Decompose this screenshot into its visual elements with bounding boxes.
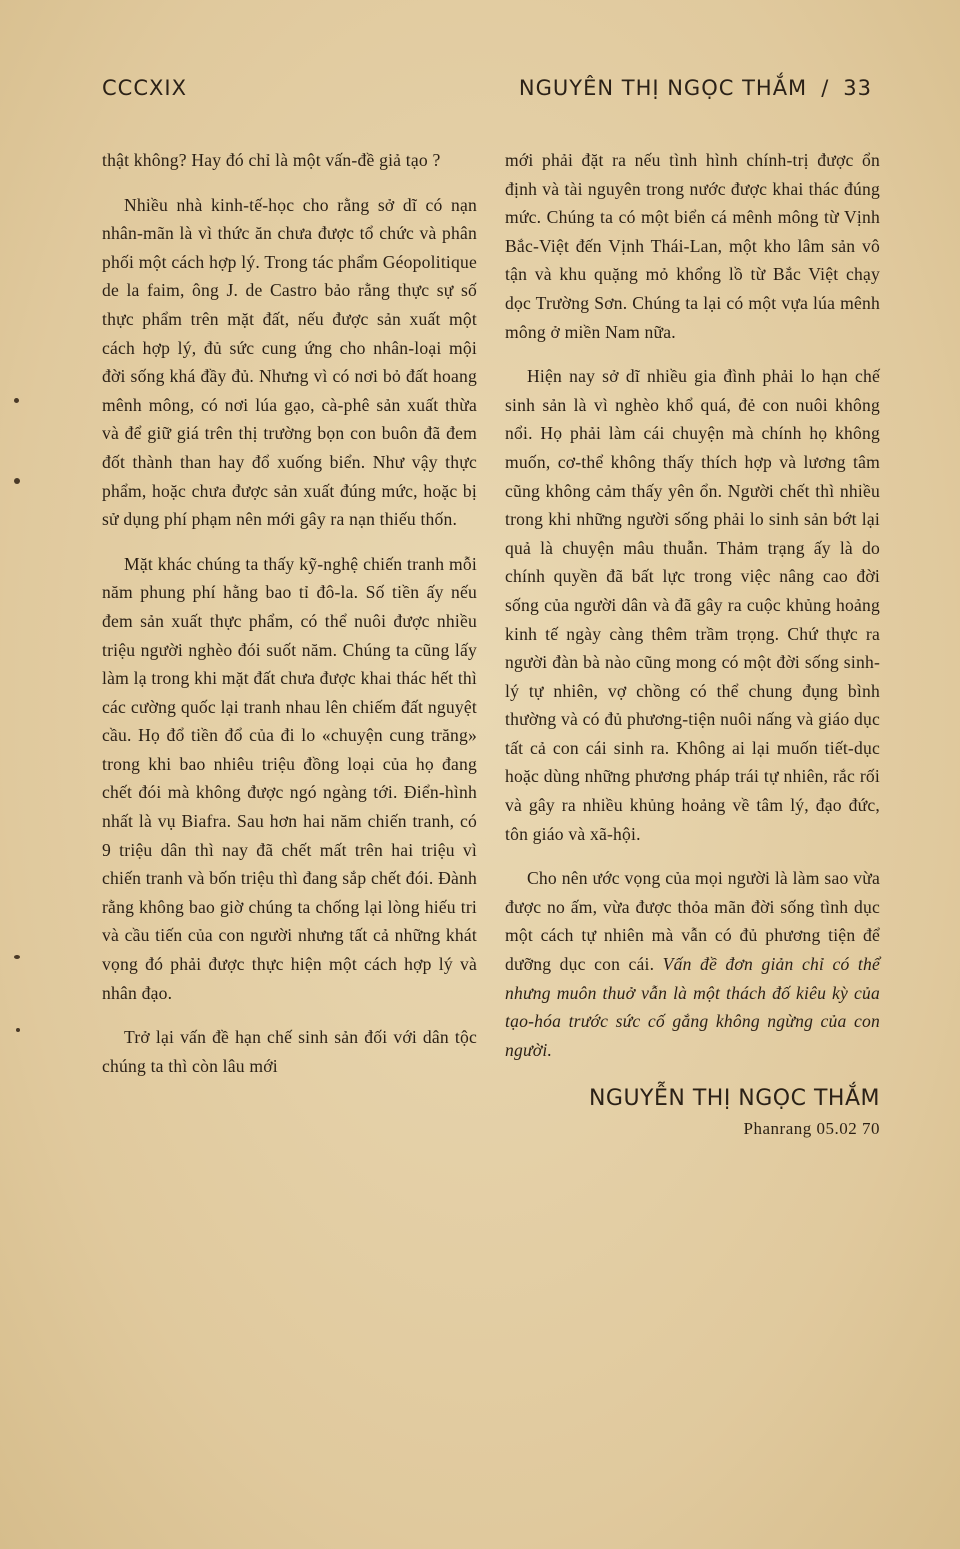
running-head: [102, 76, 872, 100]
author-signature: NGUYỄN THỊ NGỌC THẮM: [588, 1086, 880, 1112]
dateline: Phanrang 05.02 70: [743, 1119, 880, 1139]
page-number: 33: [843, 76, 872, 100]
author-page: [519, 76, 872, 100]
paragraph: Nhiều nhà kinh-tế-học cho rằng sở dĩ có nạn nhân-mãn là vì thức ăn chưa được tổ chức và phân phối một cách hợp lý. Trong tác phẩm Géopolitique de la faim, ông J. de Castro bảo rằng thực sự số thực phẩm trên mặt đất, nếu được sản xuất một cách hợp lý, đủ sức cung ứng cho nhân-loại mội đời sống khá đầy đủ. Nhưng vì có nơi bỏ đất hoang mênh mông, có nơi lúa gạo, cà-phê sản xuất thừa và để giữ giá trên thị trường bọn con buôn đã đem đốt thành than hay đổ xuống biển. Như vậy thực phẩm, hoặc chưa được sản xuất đúng mức, hoặc bị sử dụng phí phạm nên mới gây ra nạn thiếu thốn.: [102, 194, 477, 530]
separator: /: [821, 76, 830, 100]
article-body: [102, 146, 880, 1139]
paragraph: mới phải đặt ra nếu tình hình chính-trị được ổn định và tài nguyên trong nước được khai thác đúng mức. Chúng ta có một biển cá mênh mông từ Vịnh Bắc-Việt đến Vịnh Thái-Lan, một kho lâm sản vô tận và khu quặng mỏ khổng lồ từ Bắc Việt chạy dọc Trường Sơn. Chúng ta lại có một vựa lúa mênh mông ở miền Nam nữa.: [505, 150, 880, 342]
running-author: NGUYÊN THỊ NGỌC THẮM: [518, 76, 808, 100]
paragraph: Trở lại vấn đề hạn chế sinh sản đối với dân tộc chúng ta thì còn lâu mới: [102, 1027, 477, 1076]
ink-speck: [14, 478, 20, 484]
closing-text: Cho nên ước vọng của mọi người là làm sao vừa được no ấm, vừa được thỏa mãn đời sống tình dục một cách tự nhiên mà vẫn có đủ phương tiện để dưỡng dục con cái.: [505, 868, 880, 975]
ink-speck: [14, 398, 19, 403]
paragraph: Hiện nay sở dĩ nhiều gia đình phải lo hạn chế sinh sản là vì nghèo khổ quá, đẻ con nuôi không nổi. Họ phải làm cái chuyện mà chính họ không muốn, cơ-thể không thấy thích hợp và lương tâm cũng không cảm thấy yên ổn. Người chết thì nhiều trong khi những người sống phải lo sinh sản bớt lại quả là chuyện mâu thuẫn. Thảm trạng ấy là do chính quyền đã bất lực trong việc nâng cao đời sống của người dân và đã gây ra cuộc khủng hoảng kinh tế ngày càng thêm trầm trọng. Chứ thực ra người đàn bà nào cũng mong có một đời sống sinh-lý tự nhiên, vợ chồng có thể chung đụng bình thường và có đủ phương-tiện nuôi nấng và giáo dục tất cả con cái sinh ra. Không ai lại muốn tiết-dục hoặc dùng những phương pháp trái tự nhiên, rắc rối và gây ra nhiều khủng hoảng về tâm lý, đạo đức, tôn giáo và xã-hội.: [505, 366, 880, 844]
section-number: CCCXIX: [102, 76, 187, 100]
ink-speck: [14, 955, 20, 959]
ink-speck: [16, 1028, 20, 1032]
closing-italic: Vấn đề đơn giản chỉ có thể nhưng muôn thuở vẫn là một thách đố kiêu kỳ của tạo-hóa trước sức cố gắng không ngừng của con người.: [505, 954, 880, 1060]
left-column: [102, 146, 477, 1139]
paragraph: Mặt khác chúng ta thấy kỹ-nghệ chiến tranh mỗi năm phung phí hằng bao tỉ đô-la. Số tiền ấy nếu đem sản xuất thực phẩm, có thể nuôi được nhiều triệu người nghèo đói suốt năm. Chúng ta cũng lấy làm lạ trong khi mặt đất chưa được khai thác hết thì các cường quốc lại tranh nhau lên chiếm đất nguyệt cầu. Họ đổ tiền đổ của đi lo «chuyện cung trăng» trong khi bao nhiêu triệu đồng loại của họ đang chết đói mà không được ngó ngàng tới. Điển-hình nhất là vụ Biafra. Sau hơn hai năm chiến tranh, có 9 triệu dân thì nay đã chết mất trên hai triệu vì chiến tranh và bốn triệu thì đang sắp chết đói. Đành rằng không bao giờ chúng ta chống lại lòng hiếu tri và cầu tiến của con người nhưng tất cả những khát vọng đó phải được thực hiện một cách hợp lý và nhân đạo.: [102, 553, 477, 1003]
closing-paragraph: [505, 864, 880, 1064]
paragraph: thật không? Hay đó chỉ là một vấn-đề giả tạo ?: [102, 150, 441, 170]
right-column: [505, 146, 880, 1139]
